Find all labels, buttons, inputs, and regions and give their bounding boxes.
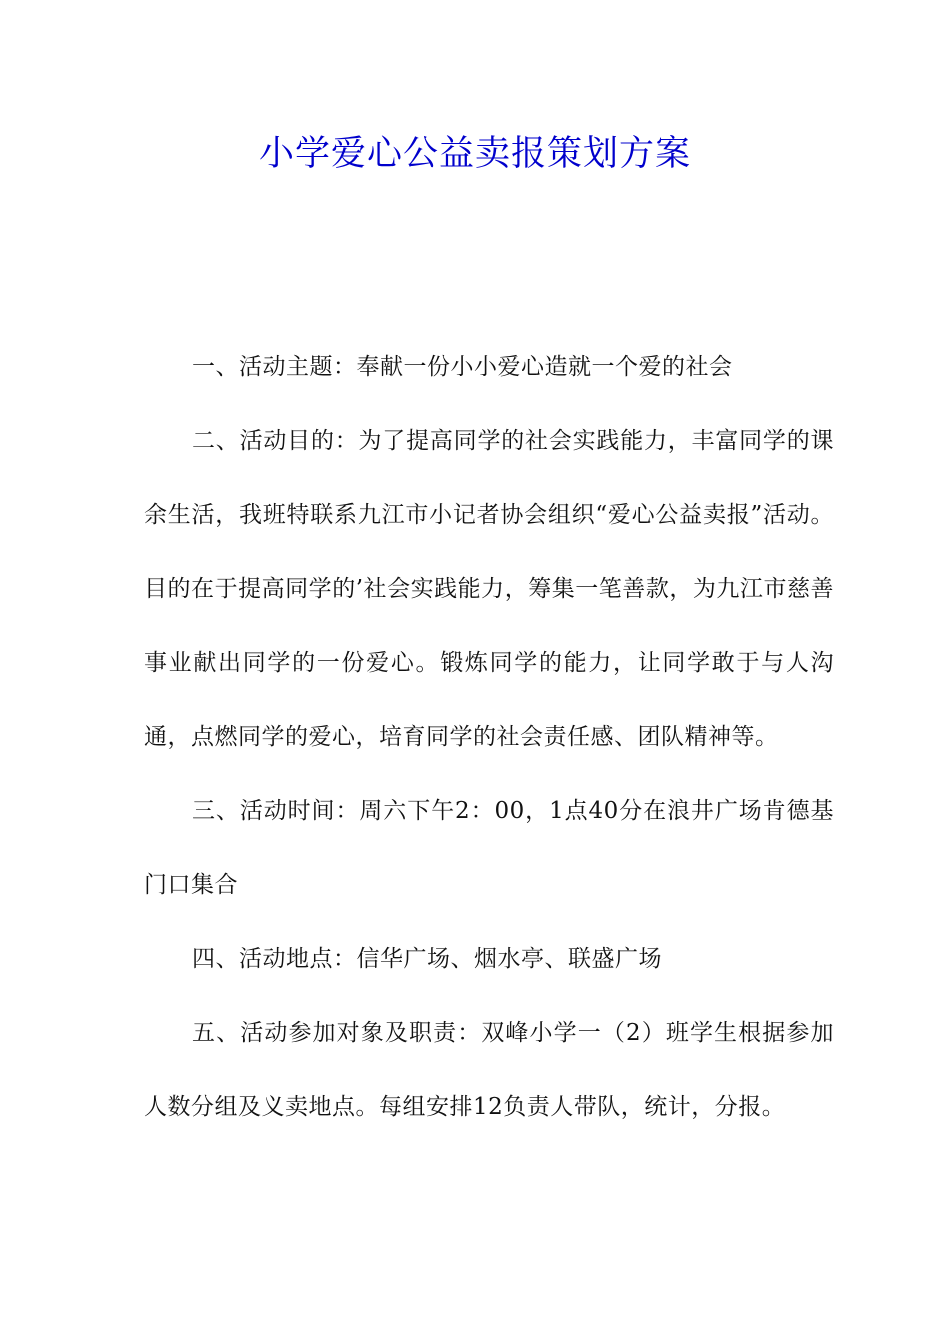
document-title: 小学爱心公益卖报策划方案 xyxy=(258,134,691,174)
section-theme-paragraph: 一、活动主题：奉献一份小小爱心造就一个爱的社会 xyxy=(192,354,733,380)
section-purpose-paragraph: 二、活动目的：为了提高同学的社会实践能力，丰富同学的课余生活，我班特联系九江市小记者协会组织“爱心公益卖报”活动。目的在于提高同学的’社会实践能力，筹集一笔善款，为九江市慈善事业献出同学的一份爱心。锻炼同学的能力，让同学敢于与人沟通，点燃同学的爱心，培育同学的社会责任感、团队精神等。 xyxy=(144,428,834,750)
section-time-paragraph: 三、活动时间：周六下午2：00，1点40分在浪井广场肯德基门口集合 xyxy=(144,798,834,898)
section-location-paragraph: 四、活动地点：信华广场、烟水亭、联盛广场 xyxy=(192,946,662,972)
document-body xyxy=(144,330,834,1144)
section-participants-paragraph: 五、活动参加对象及职责：双峰小学一（2）班学生根据参加人数分组及义卖地点。每组安排12负责人带队，统计，分报。 xyxy=(144,1020,834,1120)
